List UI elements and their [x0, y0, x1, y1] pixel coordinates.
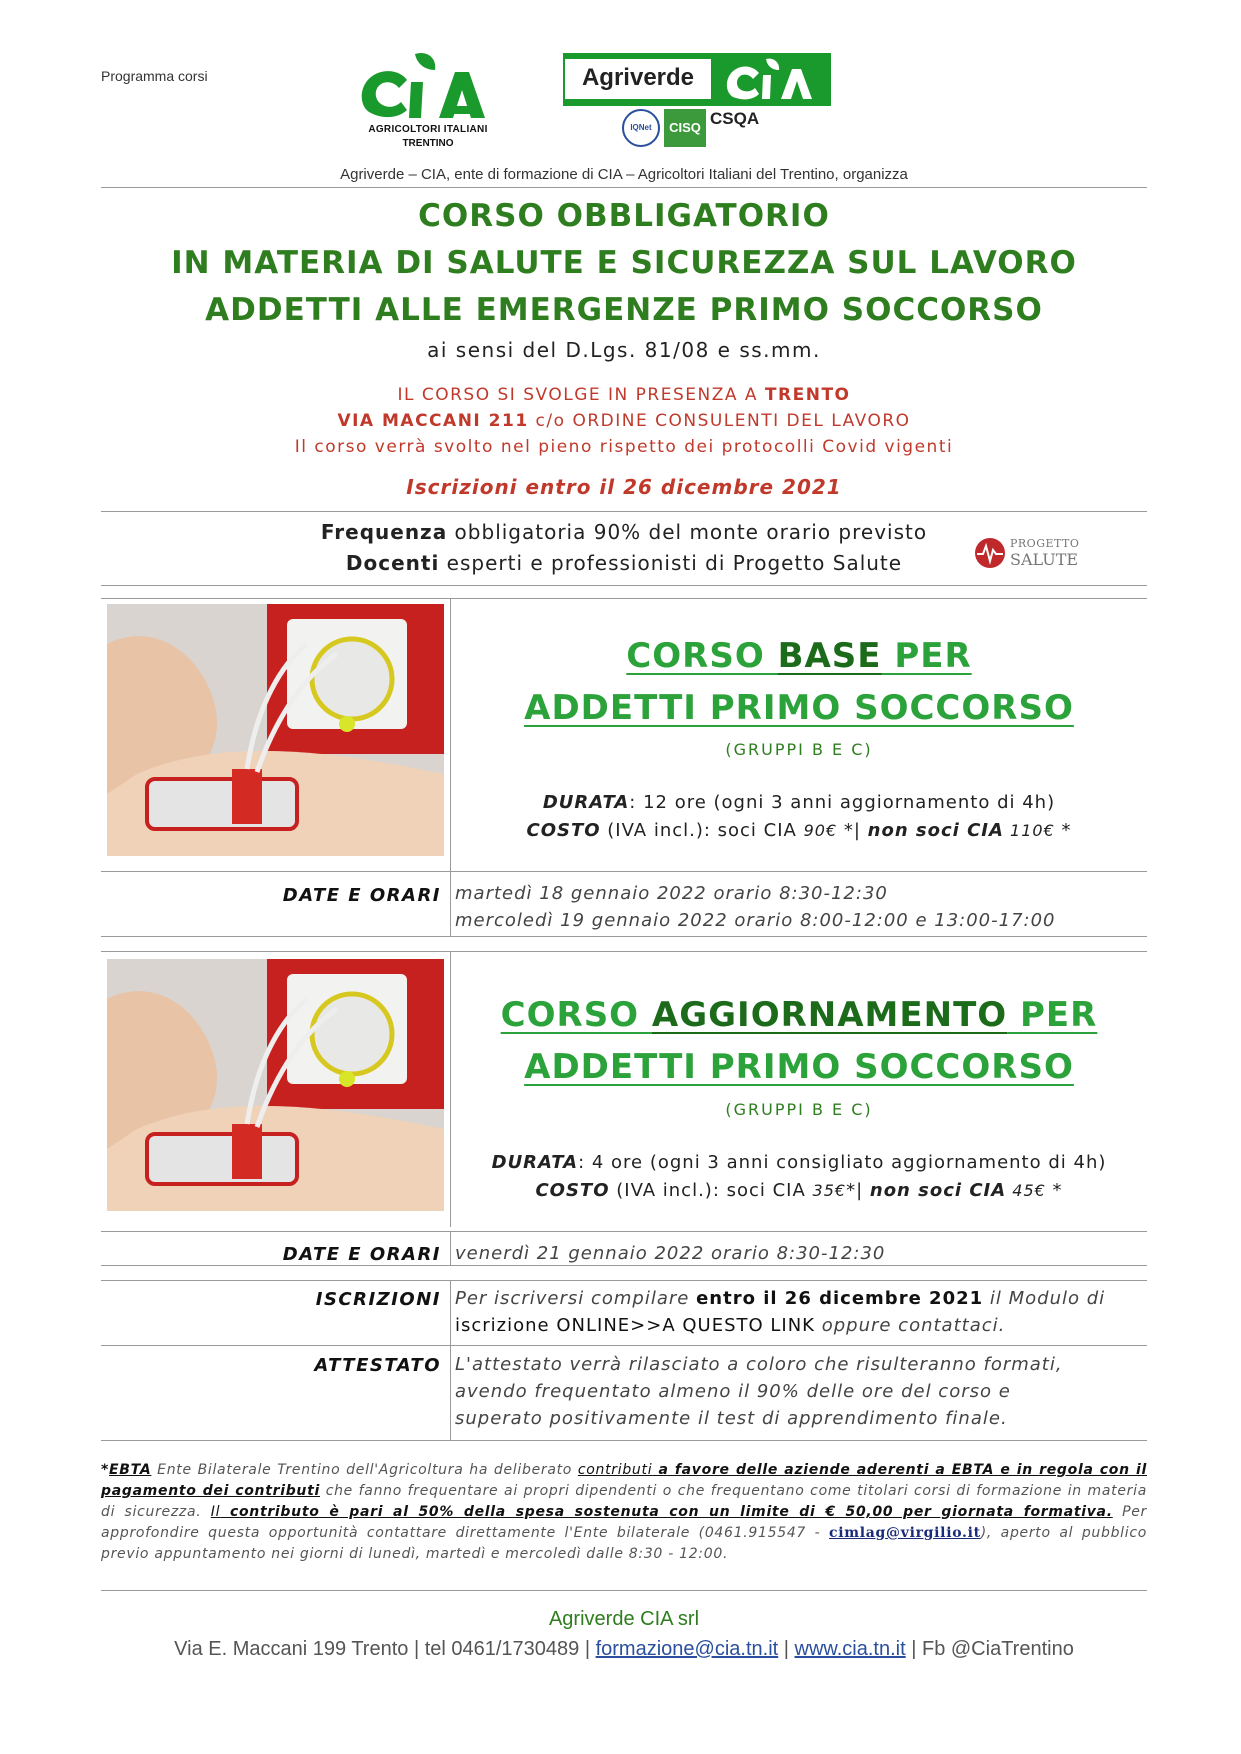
teachers-label: Docenti [345, 551, 440, 575]
certification-logos [622, 107, 782, 149]
course-base-duration [451, 792, 1147, 813]
cia-logo [355, 48, 501, 152]
divider [101, 936, 1147, 937]
cost-text: (IVA incl.): soci CIA [600, 820, 804, 841]
certificate-line-3: superato positivamente il test di apprendimento finale. [455, 1408, 1008, 1429]
course-base-title-line-1 [451, 636, 1147, 676]
frequency-text: obbligatoria 90% del monte orario previsto [447, 520, 928, 544]
ebta-email-link[interactable]: cimlag@virgilio.it [829, 1525, 981, 1541]
note-p4: contributo è pari al 50% della spesa sostenuta con un limite di € 50,00 per giornata formativa. [220, 1504, 1113, 1520]
enrollment-text-c: il Modulo di [983, 1288, 1106, 1309]
title-line-2: IN MATERIA DI SALUTE E SICUREZZA SUL LAVORO [171, 245, 1077, 281]
enrollment-text [455, 1285, 1145, 1339]
location-line-1 [101, 385, 1147, 405]
divider [101, 585, 1147, 586]
frequency-label: Frequenza [320, 520, 448, 544]
certificate-label: ATTESTATO [314, 1355, 441, 1376]
divider [101, 1231, 1147, 1232]
divider [101, 1590, 1147, 1591]
defibrillator-mannequin-image [107, 604, 444, 856]
location-prefix: IL CORSO SI SVOLGE IN PRESENZA A [397, 385, 765, 405]
cost-nonmember: 110€ [1003, 821, 1055, 840]
divider [101, 511, 1147, 512]
course-base-title-c: PER [881, 636, 972, 676]
cost-label: COSTO [535, 1180, 610, 1201]
divider [101, 1440, 1147, 1441]
location-city: TRENTO [764, 385, 851, 405]
course-base-title-line-2 [451, 688, 1147, 728]
table-divider [450, 1280, 451, 1440]
cost-end: * [1054, 820, 1072, 841]
cpr-training-photo-2 [107, 959, 444, 1211]
cia-logo-icon [355, 48, 501, 124]
agriverde-logo [563, 53, 831, 106]
program-label: Programma corsi [101, 68, 208, 84]
course-base-title-a: CORSO [626, 636, 778, 676]
divider [101, 598, 1147, 599]
footer-separator: | [778, 1638, 795, 1660]
note-star: * [101, 1462, 110, 1478]
divider [101, 1345, 1147, 1346]
cost-nonmember: 45€ [1006, 1181, 1046, 1200]
note-il: Il [210, 1504, 221, 1520]
table-divider [450, 1231, 451, 1265]
note-p2: a favore delle aziende aderenti a EBTA e in regola con il pagamento dei contributi [101, 1462, 1148, 1499]
duration-label: DURATA [542, 792, 630, 813]
enrollment-text-e: oppure contattaci. [814, 1315, 1006, 1336]
course-base-dates-label: DATE E ORARI [282, 885, 441, 906]
enrollment-deadline: Iscrizioni entro il 26 dicembre 2021 [406, 475, 842, 499]
course-base-dates [455, 880, 1145, 934]
location-venue: c/o ORDINE CONSULENTI DEL LAVORO [528, 411, 911, 431]
course-base-title-b: BASE [777, 636, 882, 676]
note-ebta: EBTA [109, 1462, 152, 1478]
cost-nonmember-label: non soci CIA [867, 820, 1004, 841]
online-enrollment-link[interactable]: iscrizione ONLINE>>A QUESTO LINK [455, 1315, 815, 1336]
footer-website-link[interactable]: www.cia.tn.it [794, 1638, 906, 1660]
cisq-logo: CISQ [664, 109, 706, 147]
teachers-text: esperti e professionisti di Progetto Salute [439, 551, 903, 575]
csqa-logo [710, 109, 782, 147]
ebta-note [101, 1460, 1147, 1565]
covid-note: Il corso verrà svolto nel pieno rispetto dei protocolli Covid vigenti [294, 437, 954, 457]
cost-label: COSTO [526, 820, 601, 841]
footer-social: | Fb @CiaTrentino [905, 1638, 1074, 1660]
title-line-3: ADDETTI ALLE EMERGENZE PRIMO SOCCORSO [205, 292, 1043, 328]
duration-text: : 12 ore (ogni 3 anni aggiornamento di 4h) [629, 792, 1056, 813]
certificate-line-1: L'attestato verrà rilasciato a coloro che risulteranno formati, [455, 1354, 1063, 1375]
duration-label: DURATA [491, 1152, 579, 1173]
cia-logo-line1: AGRICOLTORI ITALIANI [368, 124, 488, 135]
progetto-salute-bottom: SALUTE [1010, 550, 1079, 569]
cpr-training-photo [107, 604, 444, 856]
progetto-salute-top: PROGETTO [1010, 537, 1080, 550]
divider [101, 1265, 1147, 1266]
cost-end: * [1045, 1180, 1063, 1201]
course-base-groups: (GRUPPI B E C) [725, 740, 873, 759]
enrollment-label: ISCRIZIONI [315, 1289, 441, 1310]
divider [101, 187, 1147, 188]
iqnet-logo: IQNet [622, 109, 660, 147]
divider [101, 1280, 1147, 1281]
progetto-salute-logo [974, 535, 1084, 571]
course-update-title-line-1 [451, 995, 1147, 1035]
course-base-title-line2: ADDETTI PRIMO SOCCORSO [524, 688, 1074, 728]
title-line-1: CORSO OBBLIGATORIO [418, 198, 830, 234]
course-base-date-1: martedì 18 gennaio 2022 orario 8:30-12:30 [455, 883, 888, 904]
certificate-line-2: avendo frequentato almeno il 90% delle ore del corso e [455, 1381, 1011, 1402]
defibrillator-mannequin-image [107, 959, 444, 1211]
course-base-cost [451, 820, 1147, 841]
note-p5: Per approfondire questa opportunità contattare direttamente l'Ente bilaterale (0461.915547 - [101, 1504, 1148, 1541]
cost-nonmember-label: non soci CIA [869, 1180, 1007, 1201]
legal-reference: ai sensi del D.Lgs. 81/08 e ss.mm. [427, 338, 821, 362]
note-p6: ), aperto al pubblico previo appuntamento nei giorni di lunedì, martedì e mercoledì dalle 8:30 - 12:00. [101, 1525, 1148, 1562]
course-update-title-c: PER [1007, 995, 1098, 1035]
organizer-line: Agriverde – CIA, ente di formazione di CIA – Agricoltori Italiani del Trentino, organizza [340, 166, 908, 183]
agriverde-cia-logo-icon [723, 57, 823, 102]
note-p3: che fanno frequentare ai propri dipendenti o che frequentano come titolari corsi di formazione in materia di sicurezza. [101, 1483, 1147, 1520]
course-update-title-line-2 [451, 1047, 1147, 1087]
agriverde-word: Agriverde [563, 57, 713, 101]
divider [101, 951, 1147, 952]
location-line-2 [101, 411, 1147, 431]
divider [101, 871, 1147, 872]
course-update-cost [451, 1180, 1147, 1201]
note-p1: Ente Bilaterale Trentino dell'Agricoltura ha deliberato [151, 1462, 578, 1478]
cost-separator: *| [837, 820, 868, 841]
cost-member: 35€ [812, 1181, 847, 1200]
duration-text: : 4 ore (ogni 3 anni consigliato aggiornamento di 4h) [578, 1152, 1107, 1173]
note-contributi: contributi [577, 1462, 653, 1478]
cia-logo-line2: TRENTINO [402, 138, 454, 149]
course-update-title-b: AGGIORNAMENTO [651, 995, 1008, 1035]
course-base-date-2: mercoledì 19 gennaio 2022 orario 8:00-12:00 e 13:00-17:00 [455, 910, 1056, 931]
course-update-groups: (GRUPPI B E C) [725, 1100, 873, 1119]
enrollment-text-a: Per iscriversi compilare [455, 1288, 697, 1309]
footer-contacts [101, 1638, 1147, 1661]
course-update-dates [455, 1240, 1145, 1267]
footer-email-link[interactable]: formazione@cia.tn.it [595, 1638, 779, 1660]
course-update-title-line2: ADDETTI PRIMO SOCCORSO [524, 1047, 1074, 1087]
course-update-dates-label: DATE E ORARI [282, 1244, 441, 1265]
course-update-date-1: venerdì 21 gennaio 2022 orario 8:30-12:30 [455, 1243, 886, 1264]
heartbeat-icon [974, 537, 1006, 569]
enrollment-deadline-inline: entro il 26 dicembre 2021 [696, 1288, 984, 1309]
certificate-text [455, 1351, 1145, 1432]
location-address: VIA MACCANI 211 [337, 411, 529, 431]
course-update-duration [451, 1152, 1147, 1173]
cost-member: 90€ [803, 821, 838, 840]
footer-address: Via E. Maccani 199 Trento | tel 0461/1730489 | [174, 1638, 596, 1660]
cost-text: (IVA incl.): soci CIA [609, 1180, 813, 1201]
csqa-logo-text: CSQA [710, 109, 760, 128]
footer-company: Agriverde CIA srl [548, 1608, 700, 1630]
course-update-title-a: CORSO [500, 995, 652, 1035]
cost-separator: *| [846, 1180, 870, 1201]
